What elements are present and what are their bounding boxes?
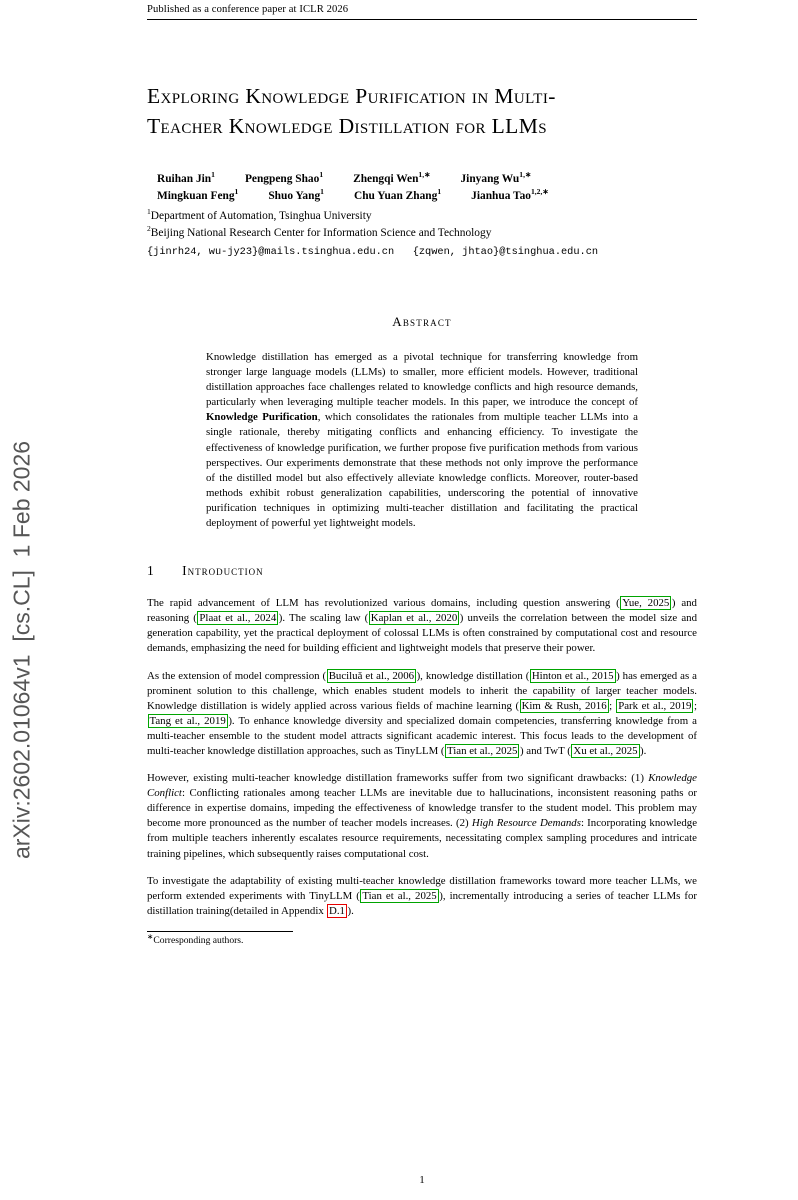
author-name: Mingkuan Feng$^1$ (157, 187, 239, 202)
author-superscript: 1 (319, 170, 324, 180)
italic-term: Knowledge Conflict (147, 772, 697, 800)
author-name: Chu Yuan Zhang$^1$ (353, 187, 442, 202)
citation-link[interactable]: Kim & Rush, 2016 (521, 699, 607, 712)
appendix-ref-link[interactable]: D.1 (329, 904, 345, 917)
author-superscript: 1 (234, 187, 239, 197)
arxiv-watermark: arXiv:2602.01064v1 [cs.CL] 1 Feb 2026 (8, 440, 35, 860)
citation-link[interactable]: Tang et al., 2019 (149, 714, 226, 727)
page-title (147, 82, 697, 141)
italic-term: High Resource Demands (471, 817, 581, 830)
citation-link[interactable]: Hinton et al., 2015 (531, 669, 614, 682)
citation-link[interactable]: Tian et al., 2025 (447, 744, 518, 757)
affiliation-line: $^2$Beijing National Research Center for Information Science and Technology (147, 223, 492, 239)
author-superscript: 1 (320, 187, 324, 197)
section-heading-introduction (147, 563, 697, 579)
title-line-1: Exploring Knowledge Purification in Multi- (147, 84, 556, 108)
footnote (147, 931, 697, 946)
page-number: 1 (419, 1174, 425, 1186)
author-name: Ruihan Jin$^1$ (157, 170, 215, 185)
citation-link[interactable]: Xu et al., 2025 (573, 744, 638, 757)
abstract-heading: Abstract (392, 314, 452, 329)
affiliation-line: $^1$Department of Automation, Tsinghua University (147, 207, 372, 222)
author-superscript: 1,∗ (519, 170, 532, 180)
footnote-text: Corresponding authors. (153, 934, 244, 946)
section-number: 1 (147, 563, 155, 579)
text-column (147, 0, 697, 946)
conference-header: Published as a conference paper at ICLR 2026 (147, 4, 349, 15)
author-name: Zhengqi Wen$^{1,∗}$ (353, 170, 431, 185)
author-name: Jianhua Tao$^{1,2,∗}$ (471, 187, 549, 202)
paragraph: As the extension of model compression ( Buciluǎ et al., 2006 ), knowledge distillation ( Hinton et al., 2015 ) has emerged as a prominent solution to this challenge, which enables student models to inherit the capability of larger teacher models. Knowledge distillation is widely applied across various fields of machine learning ( Kim & Rush, 2016 ; Park et al., 2019 ; Tang et al., 2019 ). To enhance knowledge diversity and specialized domain competencies, transferring knowledge from a multi-teacher ensemble to the student model attracts significant academic interest. This focus leads to the development of multi-teacher knowledge distillation approaches, such as TinyLLM ( Tian et al., 2025 ) and TwT ( Xu et al., 2025 ). (147, 669, 697, 757)
citation-link[interactable]: Plaat et al., 2024 (199, 612, 277, 625)
author-name: Jinyang $Wu^{1,∗}$ (460, 170, 532, 185)
citation-link[interactable]: Kaplan et al., 2020 (370, 612, 458, 625)
footnote-rule (147, 931, 293, 932)
title-line-2: Teacher Knowledge Distillation for LLMs (147, 113, 547, 138)
author-superscript: 1,2,∗ (530, 187, 549, 197)
citation-link[interactable]: Buciluǎ et al., 2006 (328, 669, 415, 682)
section-title: Introduction (182, 563, 264, 579)
paragraph: However, existing multi-teacher knowledge distillation frameworks suffer from two significant drawbacks: (1) Knowledge Conflict: Conflicting rationales among teacher LLMs are inevitable due to hallucinations, inconsistent reasoning paths or difference in expertise domains, impeding the effectiveness of knowledge transfer to the student model. This problem may become more pronounced as the number of teacher models increases. (2) High Resource Demands: Incorporating knowledge from multiple teachers inherently escalates resource requirements, necessitating complex sampling procedures and intricate training pipelines, which subsequently raises computational cost. (147, 772, 698, 860)
author-name: Pengpeng Shao$^1$ (244, 170, 324, 185)
author-superscript: 1,∗ (418, 170, 431, 180)
author-emails: {jinrh24, wu-jy23}@mails.tsinghua.edu.cn {zqwen, jhtao}@tsinghua.edu.cn (147, 246, 599, 258)
citation-link[interactable]: Park et al., 2019 (618, 699, 692, 712)
introduction-body (147, 596, 697, 919)
bold-term: Knowledge Purification (206, 411, 318, 424)
author-row (147, 171, 697, 188)
abstract-text: Knowledge distillation has emerged as a pivotal technique for transferring knowledge from stronger large language models (LLMs) to smaller, more efficient models. However, traditional distillation approaches face challenges related to knowledge conflicts and high resource demands, particularly when leveraging multiple teacher models. In this paper, we introduce the concept of Knowledge Purification, which consolidates the rationales from multiple teacher LLMs into a single rationale, thereby mitigating conflicts and enhancing efficiency. To investigate the effectiveness of knowledge purification, we further propose five purification methods from various perspectives. Our experiments demonstrate that these methods not only improve the performance of the distilled model but also effectively alleviate knowledge conflicts. Moreover, router-based methods exhibit robust generalization capabilities, underscoring the potential of innovative purification techniques in optimizing multi-teacher distillation and facilitating the practical deployment of powerful yet lightweight models. (206, 351, 638, 530)
authors-block (147, 171, 697, 205)
affiliations-block (147, 208, 697, 241)
citation-link[interactable]: Yue, 2025 (622, 597, 670, 610)
paragraph: The rapid advancement of LLM has revolutionized various domains, including question answering ( Yue, 2025 ) and reasoning ( Plaat et al., 2024 ). The scaling law ( Kaplan et al., 2020 ) unveils the correlation between the model size and generation capability, yet the practical deployment of colossal LLMs is often constrained by computational cost and resource demands, emphasizing the need for building efficient and lightweight models that preserve their power. (147, 597, 697, 655)
footnote-marker: ∗ (147, 931, 154, 941)
citation-link[interactable]: Tian et al., 2025 (362, 889, 437, 902)
author-superscript: 1 (211, 170, 215, 180)
paragraph: To investigate the adaptability of existing multi-teacher knowledge distillation frameworks toward more teacher LLMs, we perform extended experiments with TinyLLM ( Tian et al., 2025 ), incrementally introducing a series of teacher LLMs for distillation training(detailed in Appendix D.1 ). (147, 874, 697, 917)
author-name: Shuo Yang$^1$ (268, 187, 324, 202)
author-superscript: 1 (437, 187, 442, 197)
author-row (147, 188, 697, 205)
